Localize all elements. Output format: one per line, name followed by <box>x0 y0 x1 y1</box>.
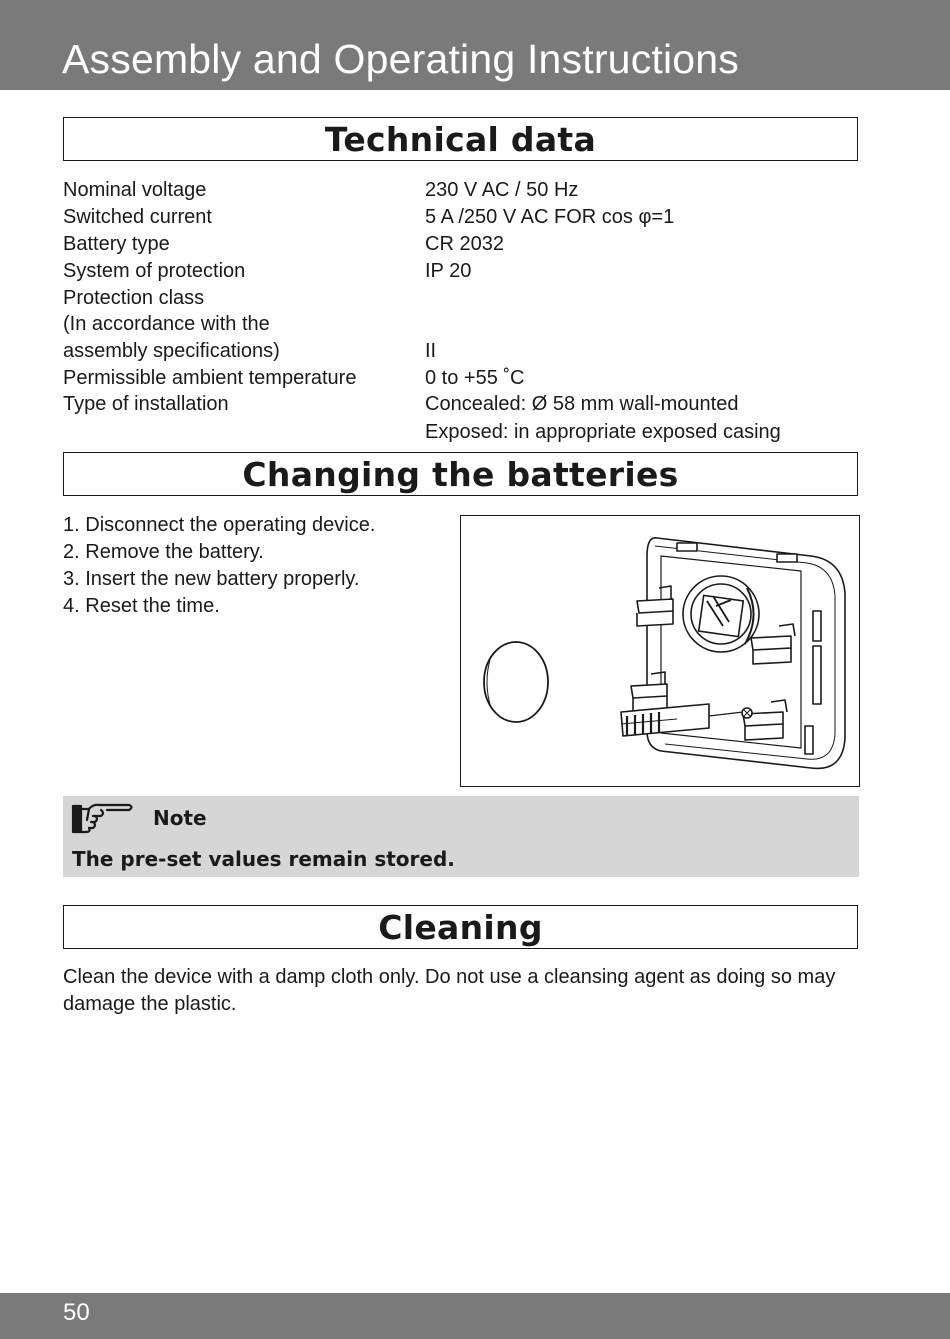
changing-batteries-heading: Changing the batteries <box>63 452 858 496</box>
tech-value: II <box>425 340 437 362</box>
list-item <box>63 539 375 566</box>
tech-label: Permissible ambient temperature <box>63 367 357 389</box>
note-title: Note <box>153 806 207 830</box>
footer-bar <box>0 1293 950 1339</box>
tech-label: System of protection <box>63 260 246 282</box>
tech-label: Switched current <box>63 206 212 228</box>
tech-label: Battery type <box>63 233 170 255</box>
tech-value: Exposed: in appropriate exposed casing <box>425 421 781 443</box>
step-number: 2. <box>63 541 80 563</box>
tech-label: Protection class <box>63 287 205 309</box>
tech-value: IP 20 <box>425 260 472 282</box>
technical-data-heading: Technical data <box>63 117 858 161</box>
step-text: Disconnect the operating device. <box>85 514 376 536</box>
pointing-hand-icon <box>71 800 135 839</box>
tech-value: 230 V AC / 50 Hz <box>425 179 579 201</box>
list-item <box>63 593 375 620</box>
battery-steps-list <box>63 512 375 620</box>
note-box <box>63 796 859 877</box>
step-number: 3. <box>63 568 80 590</box>
tech-label: assembly specifications) <box>63 340 280 362</box>
tech-value: Concealed: Ø 58 mm wall-mounted <box>425 393 739 415</box>
tech-label: Type of installation <box>63 393 229 415</box>
cleaning-heading: Cleaning <box>63 905 858 949</box>
tech-value: CR 2032 <box>425 233 504 255</box>
note-text: The pre-set values remain stored. <box>72 847 455 871</box>
step-text: Remove the battery. <box>85 541 264 563</box>
step-number: 4. <box>63 595 80 617</box>
tech-label: Nominal voltage <box>63 179 207 201</box>
device-drawing <box>461 516 858 785</box>
cleaning-paragraph: Clean the device with a damp cloth only. Do not use a cleansing agent as doing so may damage the plastic. <box>63 966 836 1015</box>
tech-label: (In accordance with the <box>63 313 270 335</box>
list-item <box>63 512 375 539</box>
tech-value: 0 to +55 ˚C <box>425 367 525 389</box>
step-text: Reset the time. <box>85 595 220 617</box>
step-text: Insert the new battery properly. <box>85 568 360 590</box>
tech-value: 5 A /250 V AC FOR cos φ=1 <box>425 206 675 228</box>
battery-illustration <box>460 515 860 787</box>
step-number: 1. <box>63 514 80 536</box>
page-title: Assembly and Operating Instructions <box>62 36 739 82</box>
list-item <box>63 566 375 593</box>
page-number: 50 <box>63 1299 90 1326</box>
